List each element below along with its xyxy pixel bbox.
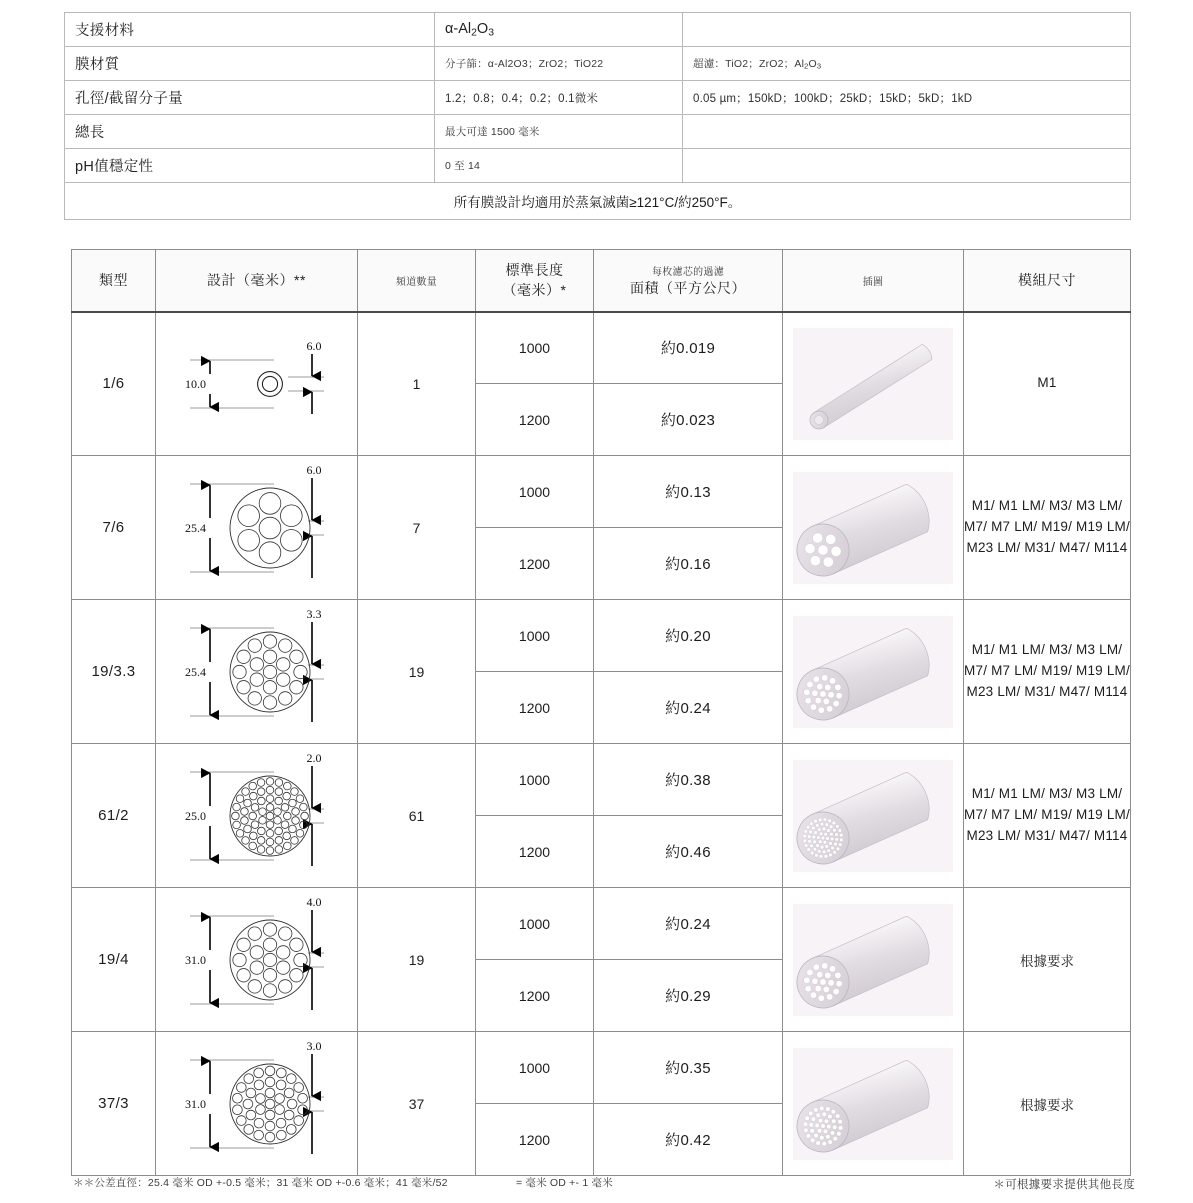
spec-value-right-1: 超濾：TiO2；ZrO2；$Al_2O_3$ — [683, 47, 1131, 81]
column-header-design: 設計（毫米）** — [156, 250, 358, 312]
cross-section-diagram — [162, 751, 352, 881]
table-header-row — [72, 250, 1131, 312]
svg-text:4.0: 4.0 — [306, 894, 321, 909]
tube-illustration — [793, 1048, 953, 1160]
cross-section-diagram — [162, 463, 352, 593]
spec-label-1: 膜材質 — [65, 47, 435, 81]
table-row — [72, 600, 1131, 672]
svg-text:31.0: 31.0 — [184, 952, 206, 967]
table-row — [65, 115, 1131, 149]
cross-section-diagram — [162, 1039, 352, 1169]
tube-illustration — [793, 472, 953, 584]
cell-area-4-1: 約0.29 — [594, 960, 783, 1032]
footer-note-length: ＊可根據要求提供其他長度 — [993, 1179, 1135, 1191]
spec-value-right-3 — [683, 115, 1131, 149]
svg-text:25.4: 25.4 — [184, 520, 206, 535]
specification-table — [64, 12, 1131, 220]
svg-text:25.0: 25.0 — [184, 808, 206, 823]
spec-label-4: pH值穩定性 — [65, 149, 435, 183]
spec-value-mid-0: $\alpha-Al_2O_3$ — [435, 13, 683, 47]
cell-area-1-1: 約0.16 — [594, 528, 783, 600]
cell-channel-count-2: 19 — [358, 600, 476, 744]
svg-text:6.0: 6.0 — [306, 462, 321, 477]
spec-label-0: 支援材料 — [65, 13, 435, 47]
table-row — [72, 744, 1131, 816]
cell-design-0 — [156, 312, 358, 456]
tube-illustration — [793, 760, 953, 872]
table-row — [65, 13, 1131, 47]
spec-value-mid-3: 最大可達 1500 毫米 — [435, 115, 683, 149]
cell-module-size-3: M1/ M1 LM/ M3/ M3 LM/ M7/ M7 LM/ M19/ M19 LM/ M23 LM/ M31/ M47/ M114 — [964, 744, 1131, 888]
cell-channel-count-3: 61 — [358, 744, 476, 888]
cell-channel-count-4: 19 — [358, 888, 476, 1032]
footer-note-tolerance-part1: ＊＊公差直徑：25.4 毫米 OD +-0.5 毫米；31 毫米 OD +-0.6 毫米；41 毫米/52 — [73, 1177, 448, 1189]
cell-channel-count-1: 7 — [358, 456, 476, 600]
cell-length-1-0: 1000 — [476, 456, 594, 528]
cell-type-2: 19/3.3 — [72, 600, 156, 744]
table-row — [72, 888, 1131, 960]
cell-design-1 — [156, 456, 358, 600]
cell-area-2-1: 約0.24 — [594, 672, 783, 744]
cross-section-diagram — [162, 607, 352, 737]
cell-length-4-1: 1200 — [476, 960, 594, 1032]
cell-illustration-2 — [783, 600, 964, 744]
cross-section-diagram — [162, 895, 352, 1025]
cell-channel-count-0: 1 — [358, 312, 476, 456]
cell-length-0-1: 1200 — [476, 384, 594, 456]
sterilization-note: 所有膜設計均適用於蒸氣滅菌≥121°C/約250°F。 — [65, 183, 1131, 220]
svg-text:6.0: 6.0 — [306, 338, 321, 353]
svg-text:2.0: 2.0 — [306, 750, 321, 765]
column-header-standard-length: 標準長度 （毫米）* — [476, 250, 594, 312]
cell-area-1-0: 約0.13 — [594, 456, 783, 528]
cross-section-diagram — [162, 319, 352, 449]
cell-channel-count-5: 37 — [358, 1032, 476, 1176]
cell-module-size-1: M1/ M1 LM/ M3/ M3 LM/ M7/ M7 LM/ M19/ M19 LM/ M23 LM/ M31/ M47/ M114 — [964, 456, 1131, 600]
cell-type-4: 19/4 — [72, 888, 156, 1032]
column-header-filtration-area: 每枚濾芯的過濾 面積（平方公尺） — [594, 250, 783, 312]
spec-value-mid-4: 0 至 14 — [435, 149, 683, 183]
cell-module-size-0: M1 — [964, 312, 1131, 456]
spec-value-right-4 — [683, 149, 1131, 183]
table-row — [72, 1032, 1131, 1104]
tube-illustration — [793, 328, 953, 440]
svg-text:25.4: 25.4 — [184, 664, 206, 679]
cell-length-3-1: 1200 — [476, 816, 594, 888]
cell-type-5: 37/3 — [72, 1032, 156, 1176]
cell-length-5-1: 1200 — [476, 1104, 594, 1176]
cell-area-0-0: 約0.019 — [594, 312, 783, 384]
cell-length-5-0: 1000 — [476, 1032, 594, 1104]
cell-type-1: 7/6 — [72, 456, 156, 600]
spec-value-mid-2: 1.2；0.8；0.4；0.2；0.1微米 — [435, 81, 683, 115]
cell-design-4 — [156, 888, 358, 1032]
tube-illustration — [793, 904, 953, 1016]
cell-area-4-0: 約0.24 — [594, 888, 783, 960]
svg-text:3.0: 3.0 — [306, 1038, 321, 1053]
cell-illustration-5 — [783, 1032, 964, 1176]
cell-length-2-1: 1200 — [476, 672, 594, 744]
cell-area-5-0: 約0.35 — [594, 1032, 783, 1104]
cell-area-0-1: 約0.023 — [594, 384, 783, 456]
cell-module-size-2: M1/ M1 LM/ M3/ M3 LM/ M7/ M7 LM/ M19/ M19 LM/ M23 LM/ M31/ M47/ M114 — [964, 600, 1131, 744]
cell-area-3-1: 約0.46 — [594, 816, 783, 888]
table-row — [72, 456, 1131, 528]
table-row — [65, 47, 1131, 81]
cell-length-3-0: 1000 — [476, 744, 594, 816]
spec-label-2: 孔徑/截留分子量 — [65, 81, 435, 115]
cell-illustration-4 — [783, 888, 964, 1032]
svg-text:3.3: 3.3 — [306, 606, 321, 621]
cell-illustration-3 — [783, 744, 964, 888]
cell-design-5 — [156, 1032, 358, 1176]
column-header-channel-count: 頻道數量 — [358, 250, 476, 312]
svg-text:10.0: 10.0 — [184, 376, 206, 391]
cell-module-size-5: 根據要求 — [964, 1032, 1131, 1176]
cell-module-size-4: 根據要求 — [964, 888, 1131, 1032]
cell-length-4-0: 1000 — [476, 888, 594, 960]
cell-length-0-0: 1000 — [476, 312, 594, 384]
table-row — [65, 81, 1131, 115]
table-row — [65, 149, 1131, 183]
tube-illustration — [793, 616, 953, 728]
cell-area-2-0: 約0.20 — [594, 600, 783, 672]
cell-illustration-1 — [783, 456, 964, 600]
cell-type-3: 61/2 — [72, 744, 156, 888]
cell-area-5-1: 約0.42 — [594, 1104, 783, 1176]
cell-area-3-0: 約0.38 — [594, 744, 783, 816]
cell-length-2-0: 1000 — [476, 600, 594, 672]
spec-value-mid-1: 分子篩：α-Al2O3；ZrO2；TiO22 — [435, 47, 683, 81]
spec-value-right-2: 0.05 µm；150kD；100kD；25kD；15kD；5kD；1kD — [683, 81, 1131, 115]
table-row — [72, 312, 1131, 384]
cell-illustration-0 — [783, 312, 964, 456]
column-header-type: 類型 — [72, 250, 156, 312]
footer-note-tolerance — [73, 1175, 613, 1190]
cell-length-1-1: 1200 — [476, 528, 594, 600]
column-header-illustration: 插圖 — [783, 250, 964, 312]
cell-type-0: 1/6 — [72, 312, 156, 456]
table-row — [65, 183, 1131, 220]
column-header-module-size: 模組尺寸 — [964, 250, 1131, 312]
spec-label-3: 總長 — [65, 115, 435, 149]
footer-note-tolerance-part2: = 毫米 OD +- 1 毫米 — [515, 1177, 613, 1189]
cell-design-2 — [156, 600, 358, 744]
svg-text:31.0: 31.0 — [184, 1096, 206, 1111]
spec-value-right-0 — [683, 13, 1131, 47]
cell-design-3 — [156, 744, 358, 888]
product-specification-table — [71, 249, 1131, 1176]
